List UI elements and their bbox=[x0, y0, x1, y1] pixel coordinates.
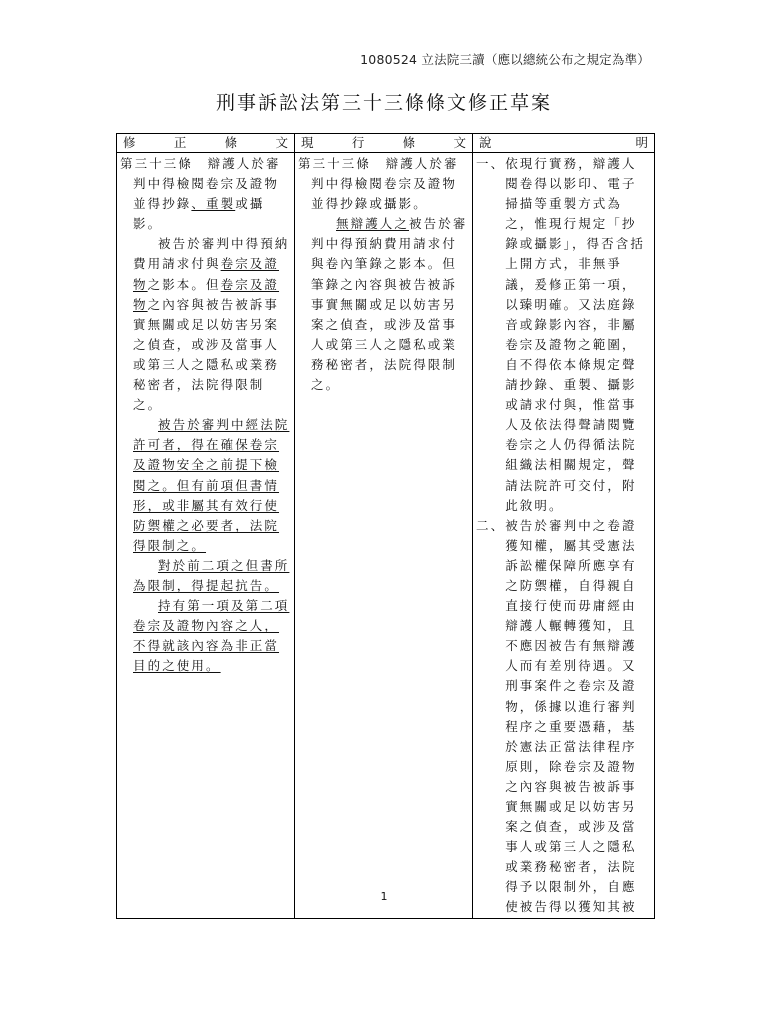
text: 第三十三條 辯護人於審判中得檢閱卷宗及證物並得抄錄 bbox=[120, 156, 281, 212]
header-char: 條 bbox=[402, 135, 416, 150]
explanation-cell bbox=[473, 153, 655, 919]
page-number: 1 bbox=[380, 890, 388, 903]
text: 或攝影。 bbox=[133, 196, 265, 232]
text: 之影本。但 bbox=[147, 276, 221, 292]
comparison-table bbox=[116, 133, 655, 919]
amended-para-4: 對於前二項之但書所為限制，得提起抗告。 bbox=[133, 557, 290, 593]
header-char: 文 bbox=[453, 135, 466, 150]
explanation-item-2 bbox=[476, 516, 651, 918]
table-body-row bbox=[117, 153, 655, 919]
current-para-1: 第三十三條 辯護人於審判中得檢閱卷宗及證物並得抄錄或攝影。 bbox=[298, 156, 459, 212]
text: 被告於審判中得預納費用請求付與卷內筆錄之影本。但筆錄之內容與被告被訴事實無關或足以妨害另案之偵查，或涉及當事人或第三人之隱私或業務秘密者，法院得限制之。 bbox=[311, 216, 468, 393]
amended-para-5: 持有第一項及第二項卷宗及證物內容之人，不得就該內容為非正當目的之使用。 bbox=[133, 598, 290, 674]
amended-para-3: 被告於審判中經法院許可者，得在確保卷宗及證物安全之前提下檢閱之。但有前項但書情形，或非屬其有效行使防禦權之必要者，法院得限制之。 bbox=[133, 417, 290, 553]
header-amended bbox=[117, 134, 295, 153]
underlined-text: 卷宗及證物 bbox=[133, 256, 280, 292]
table-header-row bbox=[117, 134, 655, 153]
current-para-2 bbox=[298, 214, 470, 395]
header-char: 正 bbox=[173, 135, 187, 150]
underlined-text: 、重製 bbox=[191, 196, 236, 212]
amended-text-cell bbox=[117, 153, 295, 919]
header-char: 條 bbox=[224, 135, 238, 150]
current-text-cell bbox=[295, 153, 473, 919]
explanation-item-1 bbox=[476, 154, 651, 516]
item-text: 被告於審判中之卷證獲知權，屬其受憲法訴訟權保障所應享有之防禦權，自得親自直接行使而毋庸經由辯護人輾轉獲知，且不應因被告有無辯護人而有差別待遇。又刑事案件之卷宗及證物，係據以進行審判程序之重要憑藉，基於憲法正當法律程序原則，除卷宗及證物之內容與被告被訴事實無關或足以妨害另案之偵查，或涉及當事人或第三人之隱私或業務秘密者，法院得予以限制外，自應使被告得以獲知其被 bbox=[505, 517, 637, 915]
item-number: 一、 bbox=[476, 156, 506, 171]
header-explanation bbox=[473, 134, 655, 153]
header-char: 現 bbox=[301, 135, 314, 150]
item-text: 依現行實務，辯護人閱卷得以影印、電子掃描等重製方式為之，惟現行規定「抄錄或攝影」，得否含括上開方式，非無爭議，爰修正第一項，以臻明確。又法庭錄音或錄影內容，非屬卷宗及證物之範圍，自不得依本條規定聲請抄錄、重製、攝影或請求付與，惟當事人及依法得聲請閱覽卷宗之人仍得循法院組織法相關規定，聲請法院許可交付，附此敘明。 bbox=[505, 156, 645, 513]
item-number: 二、 bbox=[476, 517, 506, 533]
header-char: 行 bbox=[351, 135, 365, 150]
text: 之內容與被告被訴事實無關或足以妨害另案之偵查，或涉及當事人或第三人之隱私或業務秘密者，法院得限制之。 bbox=[133, 296, 280, 413]
header-char: 修 bbox=[123, 135, 136, 150]
header-current bbox=[295, 134, 473, 153]
text: 被告於審判中得預納費用請求付與 bbox=[133, 236, 290, 272]
underlined-text: 無辯護人之 bbox=[336, 216, 410, 232]
underlined-text: 卷宗及證物 bbox=[133, 276, 280, 312]
header-note: 1080524 立法院三讀（應以總統公布之規定為準） bbox=[360, 52, 650, 67]
header-char: 明 bbox=[635, 135, 648, 150]
page-title: 刑事訴訟法第三十三條條文修正草案 bbox=[215, 92, 552, 114]
header-char: 說 bbox=[479, 135, 492, 150]
header-char: 文 bbox=[275, 135, 288, 150]
amended-para-2 bbox=[120, 234, 292, 415]
amended-para-1 bbox=[120, 154, 292, 234]
